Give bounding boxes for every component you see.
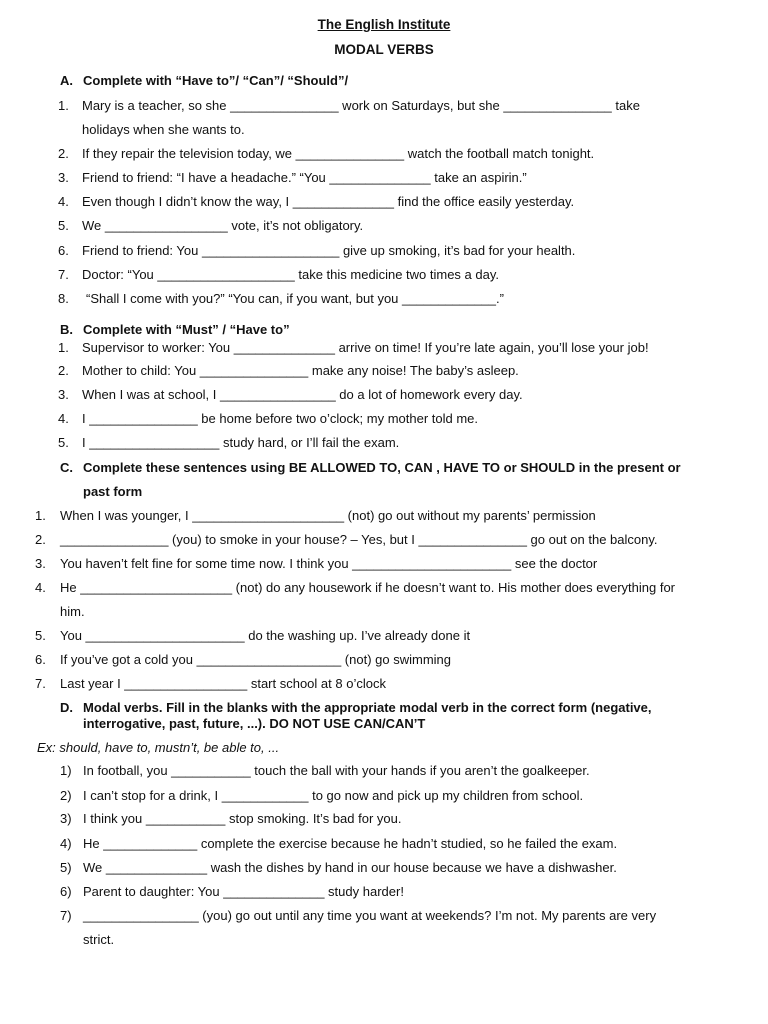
item-number: 6) [60,884,72,899]
item-text: When I was younger, I _____________________ (not) go out without my parents’ permission [60,508,596,523]
item-text: strict. [83,932,115,947]
item-number: 7. [35,676,46,691]
item-number: 3. [35,556,46,571]
item-text: I can’t stop for a drink, I ____________ to go now and pick up my children from school. [83,788,584,803]
section-a-heading: Complete with “Have to”/ “Can”/ “Should”/ [83,73,349,88]
item-text: We ______________ wash the dishes by hand in our house because we have a dishwasher. [83,860,617,875]
item-text: Last year I _________________ start school at 8 o’clock [60,676,386,691]
item-text: him. [60,604,85,619]
item-text: ________________ (you) go out until any time you want at weekends? I’m not. My parents are very [83,908,657,923]
section-b-letter: B. [60,322,73,337]
section-c-letter: C. [60,460,73,475]
item-text: Friend to friend: You ___________________ give up smoking, it’s bad for your health. [82,243,576,258]
item-text: When I was at school, I ________________ do a lot of homework every day. [82,387,523,402]
item-text: We _________________ vote, it’s not obligatory. [82,218,364,233]
item-text: Supervisor to worker: You ______________ arrive on time! If you’re late again, you’ll lose your job! [82,340,649,355]
item-number: 3) [60,811,72,826]
item-number: 5. [58,435,69,450]
section-a-letter: A. [60,73,73,88]
section-b-heading: Complete with “Must” / “Have to” [83,322,290,337]
item-text: I think you ___________ stop smoking. It’s bad for you. [83,811,402,826]
item-number: 4) [60,836,72,851]
item-number: 5) [60,860,72,875]
section-c-heading: Complete these sentences using BE ALLOWED TO, CAN , HAVE TO or SHOULD in the present or [83,460,681,475]
item-number: 4. [58,194,69,209]
worksheet-title: MODAL VERBS [334,42,434,57]
example-line: Ex: should, have to, mustn’t, be able to, ... [37,740,280,755]
item-text: holidays when she wants to. [82,122,245,137]
item-number: 6. [35,652,46,667]
item-text: He _____________________ (not) do any housework if he doesn’t want to. His mother does everything for [60,580,676,595]
item-text: You haven’t felt fine for some time now. I think you ______________________ see the doctor [60,556,598,571]
item-number: 4. [58,411,69,426]
item-number: 3. [58,387,69,402]
item-text: You ______________________ do the washing up. I’ve already done it [60,628,471,643]
item-number: 4. [35,580,46,595]
section-d-letter: D. [60,700,73,715]
section-d-heading-continued: interrogative, past, future, ...). DO NOT USE CAN/CAN’T [83,716,426,731]
item-number: 5. [35,628,46,643]
item-number: 1. [35,508,46,523]
item-text: Doctor: “You ___________________ take this medicine two times a day. [82,267,499,282]
item-text: “Shall I come with you?” “You can, if you want, but you _____________.” [86,291,504,306]
item-text: If you’ve got a cold you ____________________ (not) go swimming [60,652,451,667]
item-number: 2. [58,363,69,378]
item-number: 3. [58,170,69,185]
item-text: I _______________ be home before two o’clock; my mother told me. [82,411,479,426]
item-text: He _____________ complete the exercise because he hadn’t studied, so he failed the exam. [83,836,618,851]
item-number: 2. [35,532,46,547]
item-number: 1. [58,340,69,355]
item-text: Mary is a teacher, so she _______________ work on Saturdays, but she _______________ take [82,98,640,113]
item-text: Mother to child: You _______________ make any noise! The baby’s asleep. [82,363,519,378]
item-number: 7) [60,908,72,923]
item-text: I __________________ study hard, or I’ll fail the exam. [82,435,400,450]
item-number: 8. [58,291,69,306]
item-number: 2. [58,146,69,161]
item-text: If they repair the television today, we _______________ watch the football match tonight. [82,146,595,161]
item-text: Even though I didn’t know the way, I ______________ find the office easily yesterday. [82,194,575,209]
item-number: 1) [60,763,72,778]
item-number: 1. [58,98,69,113]
item-number: 2) [60,788,72,803]
section-c-heading-continued: past form [83,484,143,499]
item-text: Parent to daughter: You ______________ study harder! [83,884,404,899]
item-text: In football, you ___________ touch the ball with your hands if you aren’t the goalkeeper. [83,763,590,778]
item-number: 6. [58,243,69,258]
section-d-heading: Modal verbs. Fill in the blanks with the appropriate modal verb in the correct form (negative, [83,700,652,715]
institute-title: The English Institute [317,17,451,32]
item-text: Friend to friend: “I have a headache.” “You ______________ take an aspirin.” [82,170,527,185]
item-text: _______________ (you) to smoke in your house? – Yes, but I _______________ go out on the balcony. [60,532,658,547]
item-number: 5. [58,218,69,233]
item-number: 7. [58,267,69,282]
